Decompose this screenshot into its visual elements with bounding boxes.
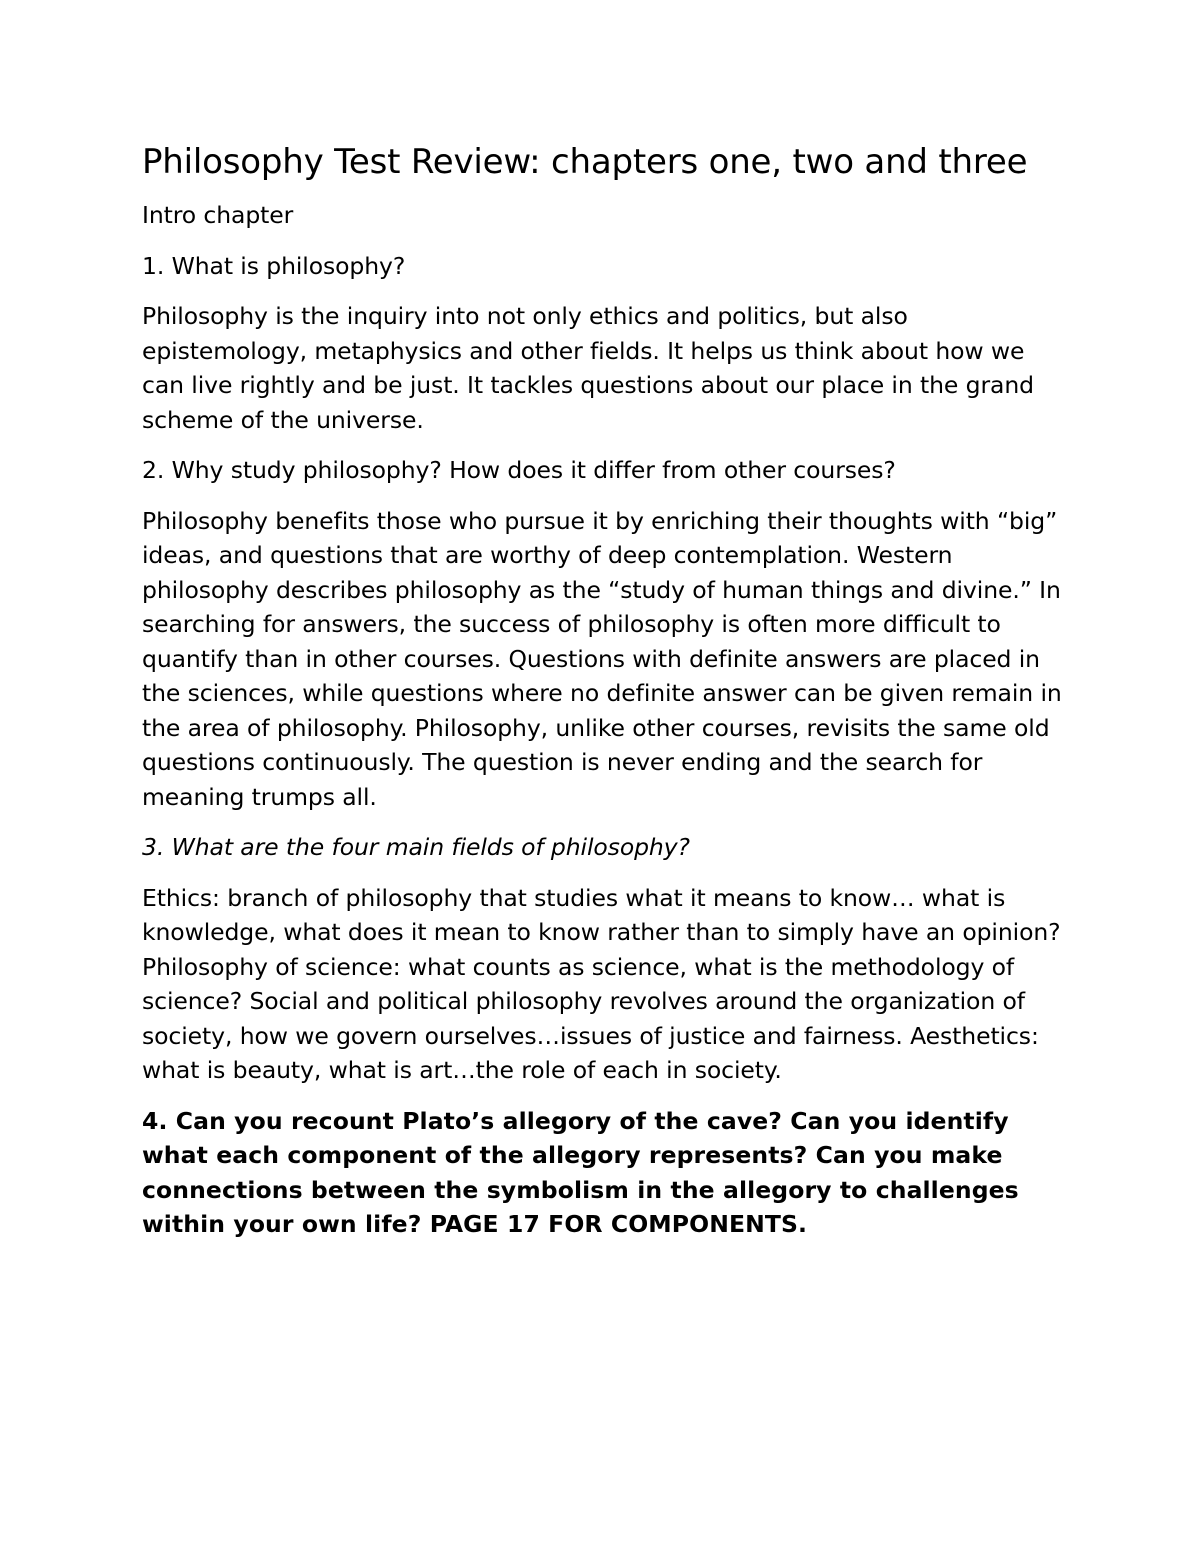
question-2: 2. Why study philosophy? How does it differ from other courses?	[142, 456, 896, 484]
answer-1: Philosophy is the inquiry into not only ethics and politics, but also epistemology, metaphysics and other fields. It helps us think about how we can live rightly and be just. It tackles questions about our place in the grand scheme of the universe.	[142, 302, 1034, 434]
answer-2: Philosophy benefits those who pursue it by enriching their thoughts with “big” ideas, and questions that are worthy of deep contemplation. Western philosophy describes philosophy as the “study of human things and divine.” In searching for answers, the success of philosophy is often more difficult to quantify than in other courses. Questions with definite answers are placed in the sciences, while questions where no definite answer can be given remain in the area of philosophy. Philosophy, unlike other courses, revisits the same old questions continuously. The question is never ending and the search for meaning trumps all.	[142, 506, 1062, 811]
answer-3: Ethics: branch of philosophy that studies what it means to know… what is knowledge, what does it mean to know rather than to simply have an opinion? Philosophy of science: what counts as science, what is the methodology of science? Social and political philosophy revolves around the organization of society, how we govern ourselves…issues of justice and fairness. Aesthetics: what is beauty, what is art…the role of each in society.	[142, 883, 1061, 1084]
document-title: Philosophy Test Review: chapters one, two and three	[142, 142, 1028, 182]
question-4: 4. Can you recount Plato’s allegory of the cave? Can you identify what each component of the allegory represents? Can you make connections between the symbolism in the allegory to challenges within your own life? PAGE 17 FOR COMPONENTS.	[142, 1106, 1019, 1238]
question-3: 3. What are the four main fields of philosophy?	[142, 833, 690, 861]
document-page	[142, 140, 1067, 1258]
section-heading: Intro chapter	[142, 201, 294, 229]
question-1: 1. What is philosophy?	[142, 251, 406, 280]
